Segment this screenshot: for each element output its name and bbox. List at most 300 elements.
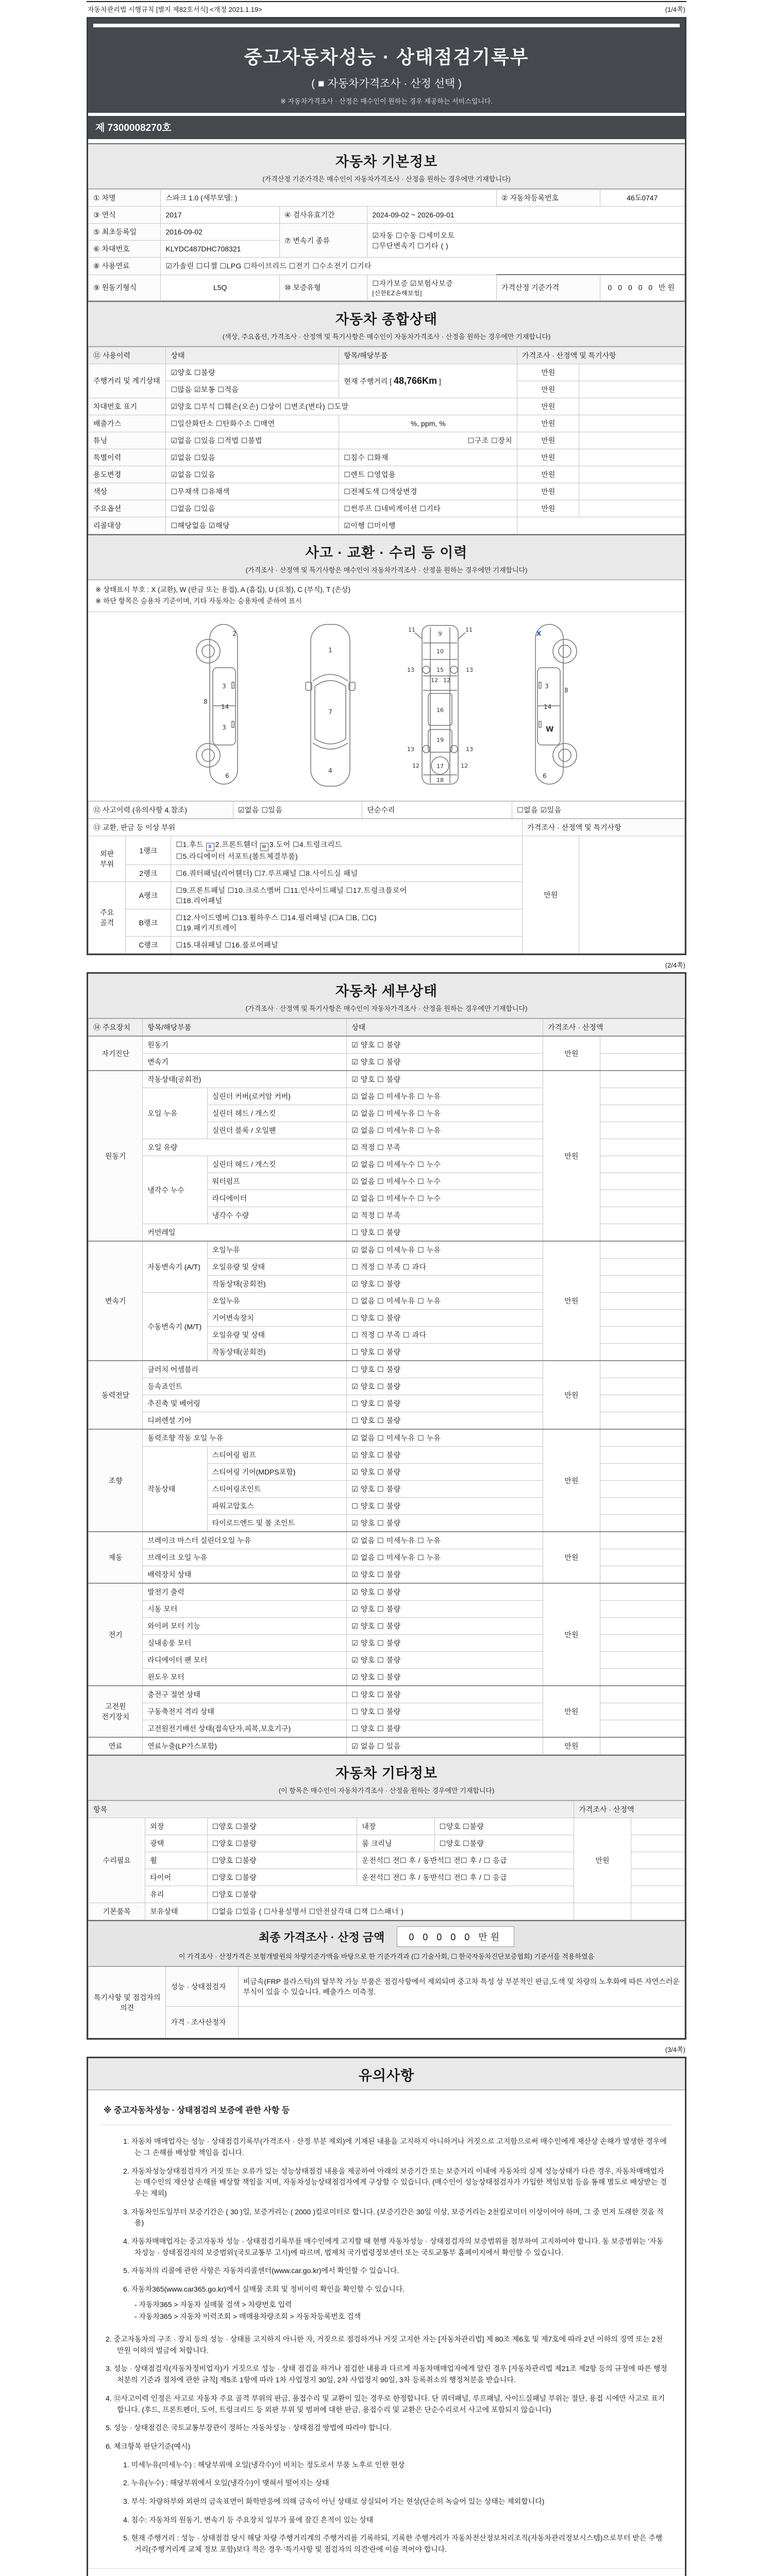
note-cell	[600, 1276, 684, 1293]
note-cell	[600, 1532, 684, 1549]
basic-info-note: (가격산정 기준가격은 매수인이 자동차가격조사 · 산정을 원하는 경우에만 기재합니다)	[262, 175, 511, 183]
accident-note: (가격조사 · 산정액 및 특기사항은 매수인이 자동차가격조사 · 산정을 원하는 경우에만 기재합니다)	[245, 566, 528, 574]
status-checkboxes: ☑ 적정 ☐ 부족	[347, 1139, 543, 1156]
price-cell: 만원	[517, 500, 579, 517]
panel-number: 12	[412, 762, 419, 770]
field-label: ⑧ 사용연료	[89, 258, 161, 275]
table-row	[89, 466, 685, 483]
group-label: 고전원 전기장치	[89, 1686, 143, 1737]
row-label: 색상	[89, 483, 166, 500]
status-checkboxes: ☐양호 ☐불량	[434, 1818, 574, 1835]
notice-item: 5. 성능 · 상태점검은 국토교통부장관이 정하는 자동차성능 · 상태점검 방법에 따라야 합니다.	[106, 2424, 392, 2432]
emission-checkboxes: ☐일산화탄소 ☐탄화수소 ☐매연	[166, 415, 339, 432]
base-price-value: 0 0 0 0 0 만원	[600, 275, 684, 300]
detail-heading: 자동차 세부상태	[335, 984, 438, 999]
status-checkboxes: ☐양호 ☐불량	[434, 1835, 574, 1852]
status-checkboxes: ☑ 없음 ☐ 있음	[347, 1737, 543, 1755]
rank1-mid: 2.프론트휀더	[215, 840, 260, 849]
overall-status-note: (색상, 주요옵션, 가격조사 · 산정액 및 특기사항은 매수인이 자동차가격조사 · 산정을 원하는 경우에만 기재합니다)	[222, 332, 551, 341]
final-price-note: 이 가격조사 · 산정가격은 보험개발원의 차량기준가액을 바탕으로 한 기준가격과 (☐ 기술사회, ☐ 한국자동차진단보증협회) 기준서를 적용하였음	[178, 1953, 595, 1961]
status-checkboxes: ☑ 양호 ☐ 불량	[347, 1464, 543, 1481]
panel-number: 13	[407, 746, 414, 753]
note-cell	[600, 1549, 684, 1566]
item-label: 고전원전기배선 상태(접속단자,피복,보호기구)	[143, 1720, 347, 1738]
item-label: 브레이크 오일 누유	[143, 1549, 347, 1566]
note-cell	[600, 1327, 684, 1344]
mileage-pre: 현재 주행거리 [	[344, 377, 394, 385]
status-checkboxes: ☑ 양호 ☐ 불량	[347, 1447, 543, 1464]
item-label: 보유상태	[145, 1903, 207, 1920]
rank-label: 1랭크	[126, 836, 171, 865]
note-cell	[600, 1686, 684, 1703]
note-cell	[600, 1429, 684, 1447]
note-cell	[579, 836, 685, 954]
status-checkboxes: ☑ 없음 ☐ 미세누유 ☐ 누유	[347, 1429, 543, 1447]
final-price-value: 0 0 0 0 0 만원	[397, 1926, 514, 1947]
note-cell	[600, 1566, 684, 1584]
rank1-post: 3.도어 ☐4.트렁크리드	[269, 840, 342, 849]
item-label: 내장	[357, 1818, 434, 1835]
accident-history-checkboxes: ☑없음 ☐있음	[233, 802, 362, 819]
notice-subitem: 5. 현재 주행거리 : 성능 · 상태점검 당시 해당 차량 주행거리계의 주행거리를 기록하되, 기록한 주행거리가 자동차전산정보처리조직(자동차관리정보시스템)으로부터 받은 주행거리(주행거리계 교체 정보 포함)보다 적은 경우 '특기사항 및 점검자의 의견'란에 이를 적어야 합니다.	[123, 2534, 663, 2554]
table-row	[89, 398, 685, 415]
rankA-line2: ☐18.리어패널	[176, 896, 223, 905]
panel-number: 14	[221, 703, 229, 711]
mileage-post: ]	[437, 377, 441, 385]
tire-positions: 운전석☐ 전☐ 후 / 동반석☐ 전☐ 후 / ☐ 응급	[357, 1869, 574, 1886]
table-header-row	[89, 347, 685, 364]
panel-number: 12	[461, 762, 468, 770]
price-cell: 만원	[574, 1818, 631, 1903]
note-cell	[600, 1310, 684, 1327]
note-cell	[600, 1498, 684, 1515]
group-label: 전기	[89, 1583, 143, 1686]
row-label: 특별이력	[89, 449, 166, 466]
status-checkboxes: ☐양호 ☐불량	[207, 1852, 357, 1869]
item-label: 파워고압호스	[207, 1498, 347, 1515]
table-row	[89, 1737, 685, 1755]
page-title: 중고자동차성능 · 상태점검기록부	[244, 46, 529, 67]
price-cell: 만원	[543, 1583, 600, 1686]
panel-number: 4	[328, 767, 332, 775]
field-label: 가격산정 기준가격	[497, 275, 600, 300]
car-diagram-right-side	[516, 620, 582, 790]
price-cell: 만원	[543, 1241, 600, 1361]
note-cell	[579, 415, 685, 432]
note-cell	[600, 1190, 684, 1207]
special-history-items: ☐침수 ☐화재	[339, 449, 517, 466]
title-band-rule	[93, 24, 680, 27]
transmission-line2: ☐무단변속기 ☐기타 ( )	[372, 241, 449, 250]
panel-number: 11	[408, 626, 415, 634]
panel-number: 7	[328, 708, 332, 716]
panel-number: 2	[232, 630, 237, 638]
note-cell	[579, 364, 685, 381]
accident-history-table	[88, 801, 685, 819]
sub-group-label: 오일 누유	[143, 1088, 207, 1139]
item-label: 브레이크 마스터 실린더오일 누유	[143, 1532, 347, 1549]
remarks-table	[88, 1967, 685, 2038]
status-checkboxes: ☐ 양호 ☐ 불량	[347, 1686, 543, 1703]
group-label: 연료	[89, 1737, 143, 1755]
note-cell	[600, 1464, 684, 1481]
status-checkboxes: ☐양호 ☐불량	[207, 1835, 357, 1852]
accident-heading: 사고 · 교환 · 수리 등 이력	[305, 545, 468, 561]
final-price-label: 최종 가격조사 · 산정 금액	[258, 1930, 385, 1944]
row-label: 배출가스	[89, 415, 166, 432]
status-checkboxes: ☑ 양호 ☐ 불량	[347, 1515, 543, 1532]
note-cell	[579, 483, 685, 500]
simple-repair-checkboxes: ☐없음 ☑있음	[512, 802, 685, 819]
table-row	[89, 2007, 685, 2038]
rankB-line1: ☐12.사이드멤버 ☐13.휠하우스 ☐14.필러패널 (☐A ☐B, ☐C)	[176, 913, 377, 922]
section-detail	[87, 972, 686, 2040]
note-cell	[600, 1173, 684, 1190]
row-label: 용도변경	[89, 466, 166, 483]
price-cell: 만원	[543, 1071, 600, 1241]
item-label: 스티어링 기어(MDPS포함)	[207, 1464, 347, 1481]
color-items: ☐전체도색 ☐색상변경	[339, 483, 517, 500]
note-cell	[600, 1105, 684, 1122]
field-label: ⑥ 차대번호	[89, 241, 161, 258]
price-cell: 만원	[543, 1361, 600, 1429]
table-row	[89, 207, 685, 224]
rank-label: B랭크	[126, 909, 171, 937]
status-checkboxes: ☑ 양호 ☐ 불량	[347, 1583, 543, 1601]
item-label: 스티어링 펌프	[207, 1447, 347, 1464]
note-cell	[600, 1088, 684, 1105]
panel-number: 3	[545, 683, 549, 690]
other-info-note: (이 항목은 매수인이 자동차가격조사 · 산정을 원하는 경우에만 기재합니다)	[278, 1787, 495, 1795]
overall-status-title	[88, 301, 685, 347]
item-label: 와이퍼 모터 기능	[143, 1618, 347, 1635]
note-cell	[631, 1835, 684, 1852]
status-checkboxes: ☐양호 ☐불량	[207, 1886, 574, 1903]
table-row	[89, 819, 685, 836]
note-cell	[631, 1903, 684, 1920]
diagram-legend	[88, 580, 685, 613]
panel-number: 16	[436, 707, 444, 714]
table-row	[89, 364, 685, 381]
price-cell: 만원	[517, 364, 579, 381]
plate-number-value: 46도0747	[600, 190, 684, 207]
note-cell	[600, 1618, 684, 1635]
note-cell	[600, 1036, 684, 1054]
status-checkboxes: ☐ 양호 ☐ 불량	[347, 1498, 543, 1515]
warranty-checkboxes	[367, 275, 497, 300]
vin-mark-checkboxes: ☑양호 ☐부식 ☐훼손(오손) ☐상이 ☐변조(변타) ☐도말	[166, 398, 517, 415]
panel-number: 8	[204, 698, 208, 706]
row-label: 리콜대상	[89, 517, 166, 534]
status-checkboxes: ☐ 양호 ☐ 불량	[347, 1361, 543, 1378]
group-label: 동력전달	[89, 1361, 143, 1429]
rank2-items: ☐6.쿼터패널(리어휀더) ☐7.루프패널 ☐8.사이드실 패널	[171, 865, 523, 882]
detail-status-table	[88, 1019, 685, 1755]
detail-title	[88, 974, 685, 1019]
table-row	[89, 224, 685, 241]
item-label: 변속기	[143, 1054, 347, 1071]
car-diagram-underbody	[404, 620, 476, 790]
checkbox-w-mark: w	[260, 843, 268, 851]
col-header: 가격조사 · 산정액	[543, 1019, 685, 1037]
legend-note: ※ 하단 항목은 승용차 기준이며, 기타 자동차는 승용차에 준하여 표시	[95, 597, 302, 605]
notice-item: 5. 자동차의 리콜에 관한 사항은 자동차리콜센터(www.car.go.kr)에서 확인할 수 있습니다.	[123, 2266, 399, 2275]
rank-label: 2랭크	[126, 865, 171, 882]
tuning-items: ☐구조 ☐장치	[339, 432, 517, 449]
rank1-line2: ☐5.라디에이터 서포트(볼트체결부품)	[176, 852, 298, 861]
rankB-items	[171, 909, 523, 937]
rankB-line2: ☐19.패키지트레이	[176, 924, 237, 933]
basic-info-title	[88, 143, 685, 189]
item-label: 오일유량 및 상태	[207, 1327, 347, 1344]
rank-label: C랭크	[126, 937, 171, 954]
note-cell	[600, 1583, 684, 1601]
status-checkboxes: ☐ 양호 ☐ 불량	[347, 1720, 543, 1738]
inspector-label: 성능 · 상태점검자	[166, 1967, 238, 2007]
table-row	[89, 802, 685, 819]
item-label: 추진축 및 베어링	[143, 1395, 347, 1412]
col-header: ⑭ 주요장치	[89, 1019, 143, 1037]
note-cell	[600, 1259, 684, 1276]
panel-number: 14	[544, 703, 552, 711]
status-checkboxes: ☑ 양호 ☐ 불량	[347, 1618, 543, 1635]
page-marker-2: (2/4쪽)	[665, 961, 685, 970]
tuning-checkboxes: ☑없음 ☐있음 ☐적법 ☐불법	[166, 432, 339, 449]
group-label: 제동	[89, 1532, 143, 1583]
notice-item: 1. 자동차 매매업자는 성능 · 상태점검기록부(가격조사 · 산정 부분 제외)에 기재된 내용을 고지하지 아니하거나 거짓으로 고지함으로써 매수인에게 재산상 손해가 발생한 경우에는 그 손해를 배상할 책임을 집니다.	[123, 2137, 667, 2157]
odometer-checkboxes: ☐많음 ☑보통 ☐적음	[166, 381, 339, 398]
panel-number: 12	[431, 677, 438, 684]
status-checkboxes: ☑ 없음 ☐ 미세누수 ☐ 누수	[347, 1190, 543, 1207]
overall-status-table	[88, 347, 685, 534]
note-cell	[600, 1139, 684, 1156]
col-header: 항목/해당부품	[143, 1019, 347, 1037]
item-label: 구동축전지 격리 상태	[143, 1703, 347, 1720]
notice-subitem: 3. 부식: 차량하부와 외판의 금속표면이 화학반응에 의해 금속이 아닌 상태로 상실되어 가는 현상(단순히 녹슬어 있는 상태는 제외합니다)	[123, 2497, 545, 2505]
overall-status-heading: 자동차 종합상태	[335, 311, 438, 327]
item-label: 오일 유량	[143, 1139, 347, 1156]
item-label: 실린더 헤드 / 개스킷	[207, 1156, 347, 1173]
color-checkboxes: ☐무채색 ☐유채색	[166, 483, 339, 500]
recall-items: ☑이행 ☐미이행	[339, 517, 517, 534]
note-cell	[600, 1635, 684, 1652]
note-cell	[600, 1224, 684, 1242]
status-checkboxes: ☑ 적정 ☐ 부족	[347, 1207, 543, 1224]
notice-item: 4. ⑫사고이력 인정은 사고로 자동차 주요 골격 부위의 판금, 용접수리 및 교환이 있는 경우로 한정합니다. 단 쿼터패널, 루프패널, 사이드실패널 부위는 절단, 용접 시에만 사고로 표기합니다. (후드, 프론트펜더, 도어, 트렁크리드 등 외판 부위 및 범퍼에 대한 판금, 용접수리 및 교환은 단순수리로서 사고에 포함되지 않습니다)	[106, 2394, 665, 2414]
item-label: 유리	[145, 1886, 207, 1903]
panel-number: 19	[436, 737, 444, 744]
inspection-period-value: 2024-09-02 ~ 2026-09-01	[367, 207, 685, 224]
title-band	[88, 19, 685, 113]
note-cell	[631, 1818, 684, 1835]
first-registration-value: 2016-09-02	[161, 224, 280, 241]
status-checkboxes: ☑ 양호 ☐ 불량	[347, 1036, 543, 1054]
note-cell	[631, 1869, 684, 1886]
item-label: 작동상태(공회전)	[207, 1344, 347, 1361]
item-label: 워터펌프	[207, 1173, 347, 1190]
group-label: 변속기	[89, 1241, 143, 1361]
col-header: ⑪ 사용이력	[89, 347, 166, 364]
status-checkboxes: ☑ 양호 ☐ 불량	[347, 1378, 543, 1395]
panel-number: 3	[222, 683, 226, 690]
other-info-heading: 자동차 기타정보	[335, 1766, 438, 1782]
rankC-items: ☐15.대쉬패널 ☐16.플로어패널	[171, 937, 523, 954]
note-cell	[600, 1378, 684, 1395]
option-items: ☐썬루프 ☐네비게이션 ☐기타	[339, 500, 517, 517]
vin-value: KLYDC487DHC708321	[161, 241, 280, 258]
note-cell	[631, 1886, 684, 1903]
group-label: 조향	[89, 1429, 143, 1532]
car-diagram-top	[297, 620, 363, 790]
item-label: 기어변속장치	[207, 1310, 347, 1327]
row-label: 주요옵션	[89, 500, 166, 517]
rank-label: A랭크	[126, 882, 171, 909]
appraiser-label: 가격 · 조사산정자	[166, 2007, 238, 2038]
field-label: ⑤ 최초등록일	[89, 224, 161, 241]
accident-history-label: ⑫ 사고이력 (유의사항 4.참조)	[89, 802, 233, 819]
notice-item: 6. 체크항목 판단기준(예시)	[106, 2442, 191, 2450]
notice-item: 2. 중고자동차의 구조 · 장치 등의 성능 · 상태를 고지하지 아니한 자, 거짓으로 점검하거나 거짓 고지한 자는 [자동차관리법] 제 80조 제6호 및 제7호에 따라 2년 이하의 징역 또는 2천만원 이하의 벌금에 처합니다.	[106, 2335, 663, 2354]
notice-item: 2. 자동차성능상태점검자가 거짓 또는 오류가 있는 성능상태점검 내용을 제공하여 아래의 보증기간 또는 보증거리 이내에 자동차의 실제 성능상태가 다른 경우, 자동차매매업자는 매수인의 재산상 손해를 배상할 책임을 지며, 자동차성능상태점검자에게 구상할 수 있습니다. (매수인이 성능상태점검자가 가입한 책임보험 등을 통해 별도로 배상받는 경우는 제외)	[123, 2166, 667, 2197]
item-label: 충전구 절연 상태	[143, 1686, 347, 1703]
note-cell	[600, 1207, 684, 1224]
price-cell: 만원	[543, 1686, 600, 1737]
page-meta	[87, 1, 686, 17]
item-label: 오일누유	[207, 1293, 347, 1310]
price-col-header: 가격조사 · 산정액 및 특기사항	[523, 819, 685, 836]
engine-type-value: L5Q	[161, 275, 280, 300]
col-header: 항목	[89, 1801, 574, 1818]
item-label: 라디에이터 팬 모터	[143, 1652, 347, 1669]
recall-checkboxes: ☐해당없음 ☑해당	[166, 517, 339, 534]
note-cell	[579, 381, 685, 398]
table-row	[89, 1818, 685, 1835]
panel-number: 13	[466, 667, 473, 674]
status-checkboxes: ☑ 양호 ☐ 불량	[347, 1276, 543, 1293]
weld-mark-w: W	[546, 725, 554, 734]
note-cell	[600, 1241, 684, 1259]
current-mileage	[339, 364, 517, 398]
status-checkboxes: ☑ 양호 ☐ 불량	[347, 1054, 543, 1071]
table-row	[89, 1036, 685, 1054]
price-cell: 만원	[517, 483, 579, 500]
field-label: ② 자동차등록번호	[497, 190, 600, 207]
warranty-insurer: [신한EZ손해보험]	[372, 289, 422, 297]
col-header: 상태	[166, 347, 339, 364]
notice-item: 3. 자동차인도일부터 보증기간은 ( 30 )일, 보증거리는 ( 2000 )킬로미터로 합니다. (보증기간은 30일 이상, 보증거리는 2천킬로미터 이상이어야 하며, 그 중 먼저 도래한 것을 적용)	[123, 2207, 664, 2227]
price-cell: 만원	[517, 466, 579, 483]
panel-number: 10	[436, 648, 444, 655]
transmission-line1: ☑자동 ☐수동 ☐세미오토	[372, 231, 455, 240]
col-header: 상태	[347, 1019, 543, 1037]
mileage-value: 48,766Km	[393, 375, 437, 386]
inspector-remarks: 비금속(FRP 플라스틱)의 탈부착 가능 부품은 점검사항에서 제외되며 중고차 특성 상 부분적인 판금,도색 및 차량의 노후화에 따른 자연스러운 부식이 있을 수 있습니다. 배출가스 미측정.	[238, 1967, 684, 2007]
price-cell: 만원	[517, 449, 579, 466]
row-label: 차대번호 표기	[89, 398, 166, 415]
status-checkboxes: ☑ 없음 ☐ 미세누유 ☐ 누유	[347, 1122, 543, 1139]
table-row	[89, 1429, 685, 1447]
item-label: 작동상태(공회전)	[207, 1276, 347, 1293]
status-checkboxes: ☐양호 ☐불량	[207, 1869, 357, 1886]
panel-number: 15	[436, 667, 444, 674]
col-header: 항목/해당부품	[339, 347, 517, 364]
notice-heading: 유의사항	[358, 2068, 415, 2084]
final-price-band	[88, 1920, 685, 1967]
document-number: 제 7300008270호	[88, 113, 685, 139]
status-checkboxes: ☑ 없음 ☐ 미세누유 ☐ 누유	[347, 1549, 543, 1566]
notice-subheading-1: ※ 중고자동차성능 · 상태점검의 보증에 관한 사항 등	[102, 2097, 671, 2125]
status-checkboxes: ☐ 양호 ☐ 불량	[347, 1412, 543, 1430]
table-row	[89, 1903, 685, 1920]
notice-subitem: - 자동차365 > 자동차 이력조회 > 매매용차량조회 > 자동차등록번호 검색	[135, 2312, 361, 2321]
usage-change-checkboxes: ☑없음 ☐있음	[166, 466, 339, 483]
price-cell: 만원	[517, 415, 579, 432]
sub-group-label: 자동변속기 (A/T)	[143, 1241, 207, 1293]
panel-number: 8	[564, 687, 568, 694]
note-cell	[600, 1293, 684, 1310]
notice-title	[88, 2058, 685, 2090]
panel-rank-table	[88, 819, 685, 954]
item-label: 실내송풍 모터	[143, 1635, 347, 1652]
table-row	[89, 836, 685, 865]
table-row	[89, 517, 685, 534]
document	[87, 0, 686, 2576]
item-label: 광택	[145, 1835, 207, 1852]
item-label: 실린더 블록 / 오일팬	[207, 1122, 347, 1139]
status-checkboxes: ☑ 양호 ☐ 불량	[347, 1481, 543, 1498]
field-label: ⑩ 보증유형	[279, 275, 367, 300]
rank1-pre: ☐1.후드	[176, 840, 206, 849]
note-cell	[600, 1122, 684, 1139]
table-row	[89, 1532, 685, 1549]
price-cell: 만원	[543, 1429, 600, 1532]
regulation-reference: 자동차관리법 시행규칙 [별지 제82호서식] <개정 2021.1.19>	[88, 6, 262, 13]
basic-items-checkboxes: ☐없음 ☐있음 ( ☐사용설명서 ☐안전삼각대 ☐잭 ☐스패너 )	[207, 1903, 574, 1920]
status-checkboxes: ☐ 양호 ☐ 불량	[347, 1703, 543, 1720]
field-label: ③ 연식	[89, 207, 161, 224]
item-label: 외장	[145, 1818, 207, 1835]
notice-subitem: 4. 침수: 자동차의 원동기, 변속기 등 주요장치 일부가 물에 잠긴 흔적이 있는 상태	[123, 2515, 374, 2524]
sub-group-label: 냉각수 누수	[143, 1156, 207, 1224]
price-cell: 만원	[523, 836, 579, 954]
wheel-positions: 운전석☐ 전☐ 후 / 동반석☐ 전☐ 후 / ☐ 응급	[357, 1852, 574, 1869]
page-marker-1: (1/4쪽)	[665, 6, 685, 13]
panel-number: 9	[438, 631, 442, 638]
note-cell	[631, 1852, 684, 1869]
status-checkboxes: ☐ 적정 ☐ 부족 ☐ 과다	[347, 1259, 543, 1276]
rankA-items	[171, 882, 523, 909]
col-header: 가격조사 · 산정액	[574, 1801, 685, 1818]
status-checkboxes: ☑ 양호 ☐ 불량	[347, 1669, 543, 1686]
price-cell: 만원	[543, 1036, 600, 1071]
option-checkboxes: ☐없음 ☐있음	[166, 500, 339, 517]
status-checkboxes: ☑ 없음 ☐ 미세누유 ☐ 누유	[347, 1241, 543, 1259]
table-row	[89, 1967, 685, 2007]
item-label: 동력조향 작동 오일 누유	[143, 1429, 347, 1447]
item-label: 작동상태(공회전)	[143, 1071, 347, 1088]
special-history-checkboxes: ☑없음 ☐있음	[166, 449, 339, 466]
status-checkboxes: ☑ 양호 ☐ 불량	[347, 1635, 543, 1652]
notice-item: 6. 자동차365(www.car365.go.kr)에서 실매물 조회 및 정비이력 확인을 확인할 수 있습니다.	[123, 2285, 405, 2294]
item-label: 휠	[145, 1852, 207, 1869]
status-checkboxes: ☑ 양호 ☐ 불량	[347, 1071, 543, 1088]
item-label: 디퍼렌셜 기어	[143, 1412, 347, 1430]
item-label: 클러치 어셈블리	[143, 1361, 347, 1378]
exchange-section-label: ⑬ 교환, 판금 등 이상 부위	[89, 819, 523, 836]
panel-number: 1	[328, 647, 332, 654]
note-cell	[600, 1703, 684, 1720]
field-label: ⑦ 변속기 종류	[279, 224, 367, 258]
